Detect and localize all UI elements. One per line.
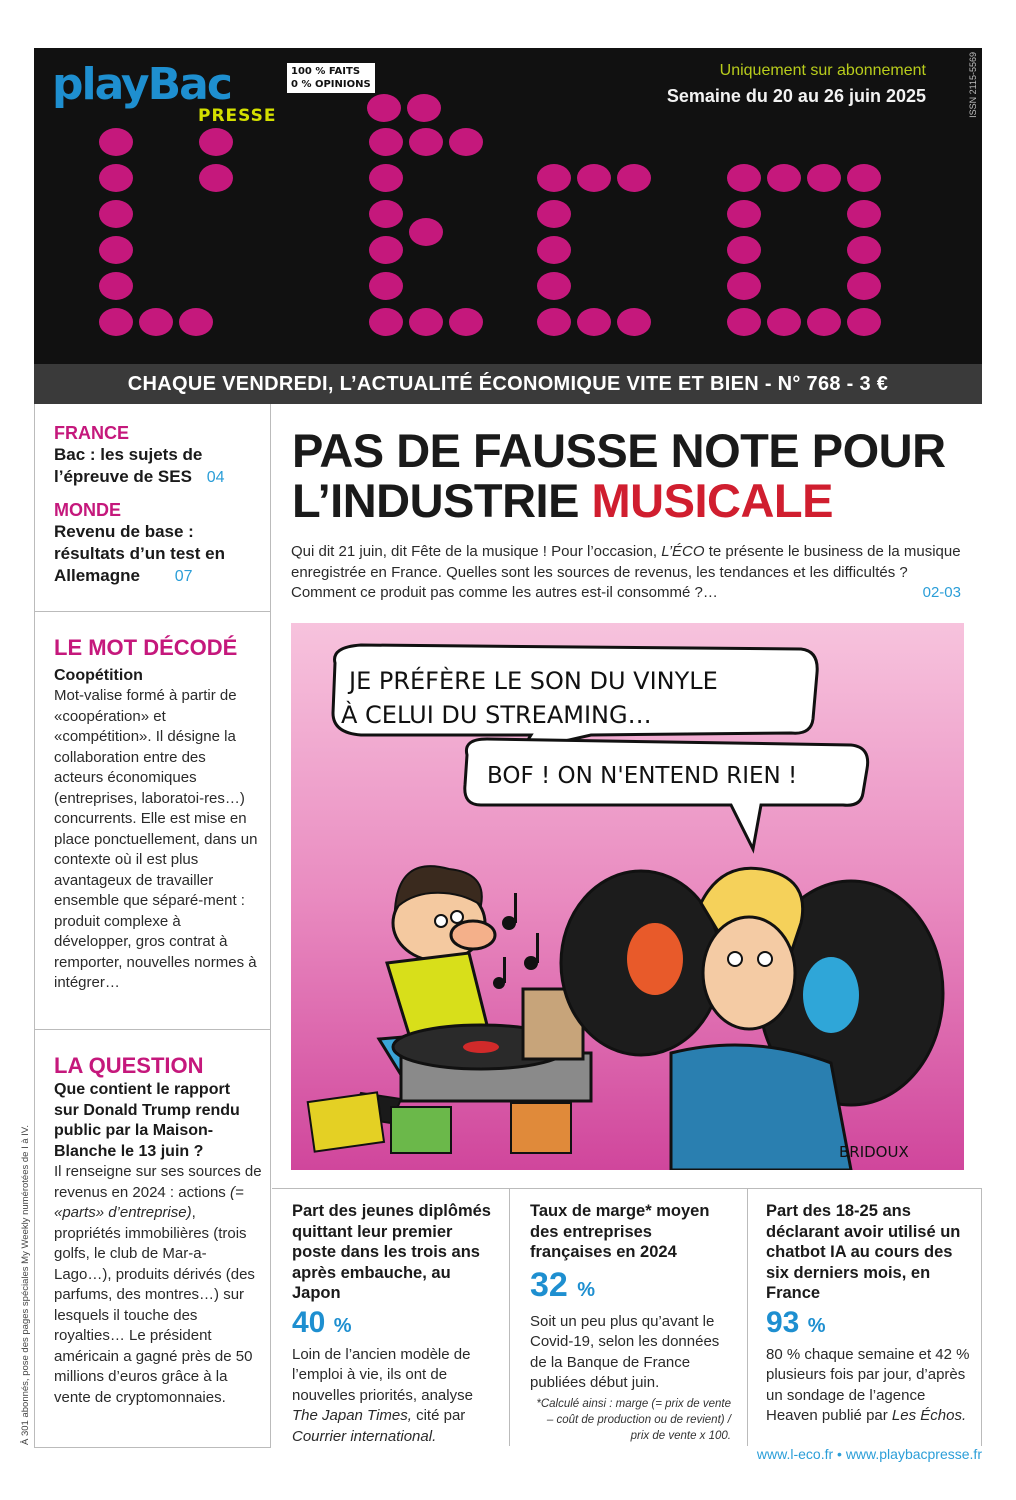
stat3-head: Part des 18-25 ans déclarant avoir utilisé un chatbot IA au cours des six derniers mois, en France [766,1202,961,1302]
bubble1-line1: JE PRÉFÈRE LE SON DU VINYLE [349,667,718,695]
teaser-france-page: 04 [206,469,225,486]
teaser-monde-page: 07 [174,568,193,585]
lede-a: Qui dit 21 juin, dit Fête de la musique ! Pour l’occasion, [291,543,662,560]
stat2-value [530,1265,747,1310]
stat3-body [766,1345,971,1427]
stat1-head: Part des jeunes diplômés quittant leur premier poste dans les trois ans après embauche, au Japon [292,1202,491,1302]
stat2-body: Soit un peu plus qu’avant le Covid-19, selon les données de la Banque de France publiées début juin. [530,1312,720,1391]
headline-accent: MUSICALE [591,474,833,527]
sidebar [34,404,271,1448]
teaser-france[interactable] [54,444,259,489]
stat-chatbot [748,1188,982,1446]
sidebar-teasers [35,404,271,612]
label-france: FRANCE [54,423,129,443]
stat-japan [272,1188,510,1446]
stat3-body-b: Les Échos. [891,1407,967,1424]
label-mot-decode: LE MOT DÉCODÉ [54,635,238,660]
la-question [35,1030,271,1446]
cartoon-signature: BRIDOUX [839,1143,909,1161]
teaser-monde-title: Revenu de base : résultats d’un test en Allemagne [54,522,225,585]
stat-margin [510,1188,748,1446]
badge-line2: 0 % OPINIONS [291,79,371,90]
teaser-france-title: Bac : les sujets de l’épreuve de SES [54,445,203,486]
side-note [20,1124,31,1455]
stat2-footnote: *Calculé ainsi : marge (= prix de vente – coût de production ou de revient) / prix de vente x 100. [536,1397,731,1442]
mot-text: Mot-valise formé à partir de «coopération» et «compétition». Il désigne la collaboration entre des acteurs économiques (entreprises, laboratoi-res…) concurrents. Elle est mise en place ponctuellement, dans un contexte où il est plus avantageux de travailler ensemble que séparé-ment : produit complexe à développer, gros contrat à remporter, nouvelles normes à intégrer… [54,687,258,991]
teaser-monde[interactable] [54,521,259,588]
question-text-a: Il renseigne sur ses sources de revenus en 2024 : actions [54,1163,262,1201]
main-headline[interactable] [292,426,982,526]
brand-sub: PRESSE [198,106,277,126]
question-text-b: (= «parts» d’entreprise) [54,1183,244,1221]
playbac-brand[interactable] [52,59,277,126]
footer-links[interactable]: www.l-eco.fr • www.playbacpresse.fr [756,1446,982,1462]
brand-name: playBac [52,59,231,110]
issn: ISSN 2115-5569 [968,52,978,118]
stat1-body-a: Loin de l’ancien modèle de l’emploi à vie, ils ont de nouvelles priorités, analyse [292,1345,473,1404]
stat2-unit: % [577,1278,596,1301]
stat1-body-d: Courrier international. [292,1427,437,1445]
bubble1-line2: À CELUI DU STREAMING… [341,701,652,729]
side-note-text: À 301 abonnés, pose des pages spéciales My Weekly numérotées de I à IV. [20,1124,31,1445]
lede-brand: L’ÉCO [661,543,705,560]
question-title: Que contient le rapport sur Donald Trump rendu public par la Maison-Blanche le 13 juin ? [54,1081,240,1160]
cartoon-svg [291,623,964,1170]
lede-c: te présente le business de la musique enregistrée en France. Quelles sont les sources de revenus, les tendances et les difficultés ? Comment ce produit pas comme les autres est-il consommé ?… [291,543,961,601]
label-question: LA QUESTION [54,1053,204,1078]
bubble2-text: BOF ! ON N'ENTEND RIEN ! [487,763,798,789]
facts-badge [286,62,376,94]
cartoon-illustration [291,623,964,1170]
question-text-c: , propriétés immobilières (trois golfs, le club de Mar-a-Lago…), produits dérivés (des parfums, des montres…) sur lesquels il touche des royalties… Le président américain a gagné près de 50 millions d’euros grâce à la vente de cryptomonnaies. [54,1204,255,1406]
stat3-value [766,1306,981,1343]
mot-term: Coopétition [54,667,143,684]
stat1-body-c: cité par [411,1407,466,1424]
stat3-body-a: 80 % chaque semaine et 42 % plusieurs fois par jour, d’après un sondage de l’agence Heaven publié par [766,1345,970,1424]
subscription-note: Uniquement sur abonnement [719,62,926,79]
lede-page[interactable]: 02-03 [922,584,961,601]
stat3-number: 93 [766,1305,800,1339]
stat1-unit: % [333,1314,352,1337]
question-text [54,1162,264,1408]
stat3-unit: % [807,1314,826,1337]
label-monde: MONDE [54,500,121,520]
masthead [34,48,982,364]
stat2-head: Taux de marge* moyen des entreprises françaises en 2024 [530,1202,710,1261]
lede [291,542,971,604]
mot-decode [35,612,271,1030]
badge-line1: 100 % FAITS [291,66,361,77]
headline-part1: PAS DE FAUSSE NOTE POUR L’INDUSTRIE [292,424,946,527]
stat1-body [292,1345,500,1448]
stat1-number: 40 [292,1305,326,1339]
issue-week: Semaine du 20 au 26 juin 2025 [666,86,926,106]
stat1-body-b: The Japan Times, [292,1407,412,1424]
stat2-number: 32 [530,1265,568,1304]
stat1-value [292,1306,509,1343]
tagline-bar: CHAQUE VENDREDI, L’ACTUALITÉ ÉCONOMIQUE VITE ET BIEN - N° 768 - 3 € [34,364,982,404]
